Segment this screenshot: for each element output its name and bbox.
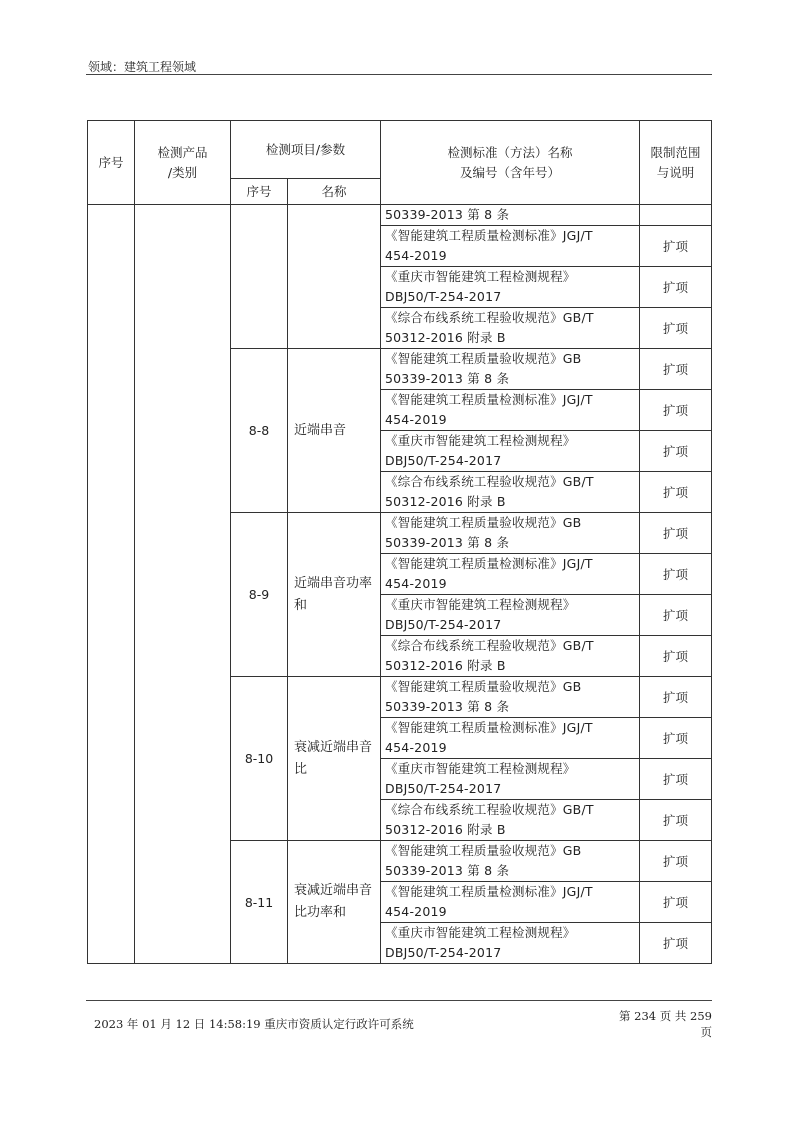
limit-cell: 扩项 [640,308,712,349]
standard-cell: 《智能建筑工程质量验收规范》GB 50339-2013 第 8 条 [381,841,640,882]
col-header-item: 检测项目/参数 [231,121,381,179]
item-name-cell: 近端串音功率和 [288,513,381,677]
limit-cell: 扩项 [640,759,712,800]
footer-divider [86,1000,712,1001]
limit-cell: 扩项 [640,636,712,677]
standard-cell: 《综合布线系统工程验收规范》GB/T 50312-2016 附录 B [381,636,640,677]
limit-cell: 扩项 [640,513,712,554]
limit-cell: 扩项 [640,677,712,718]
standard-cell: 《智能建筑工程质量验收规范》GB 50339-2013 第 8 条 [381,677,640,718]
standard-cell: 50339-2013 第 8 条 [381,205,640,226]
header-divider [86,74,712,75]
standard-cell: 《综合布线系统工程验收规范》GB/T 50312-2016 附录 B [381,472,640,513]
limit-cell: 扩项 [640,800,712,841]
limit-cell: 扩项 [640,718,712,759]
standard-cell: 《智能建筑工程质量检测标准》JGJ/T 454-2019 [381,390,640,431]
item-name-cell: 衰减近端串音比功率和 [288,841,381,964]
standard-cell: 《重庆市智能建筑工程检测规程》 DBJ50/T-254-2017 [381,431,640,472]
item-number-cell [231,205,288,349]
limit-cell: 扩项 [640,554,712,595]
limit-cell [640,205,712,226]
standard-cell: 《智能建筑工程质量验收规范》GB 50339-2013 第 8 条 [381,349,640,390]
limit-cell: 扩项 [640,841,712,882]
table-row [88,205,712,226]
standard-cell: 《综合布线系统工程验收规范》GB/T 50312-2016 附录 B [381,308,640,349]
limit-cell: 扩项 [640,431,712,472]
item-name-cell: 衰减近端串音比 [288,677,381,841]
limit-cell: 扩项 [640,226,712,267]
item-number-cell: 8-10 [231,677,288,841]
col-header-sub-name: 名称 [288,179,381,205]
standard-cell: 《重庆市智能建筑工程检测规程》 DBJ50/T-254-2017 [381,595,640,636]
col-header-standard: 检测标准（方法）名称 及编号（含年号） [381,121,640,205]
standard-cell: 《综合布线系统工程验收规范》GB/T 50312-2016 附录 B [381,800,640,841]
item-number-cell: 8-9 [231,513,288,677]
standard-cell: 《智能建筑工程质量验收规范》GB 50339-2013 第 8 条 [381,513,640,554]
standard-cell: 《重庆市智能建筑工程检测规程》 DBJ50/T-254-2017 [381,267,640,308]
limit-cell: 扩项 [640,390,712,431]
item-number-cell: 8-8 [231,349,288,513]
standard-cell: 《智能建筑工程质量检测标准》JGJ/T 454-2019 [381,554,640,595]
col-header-limit: 限制范围 与说明 [640,121,712,205]
limit-cell: 扩项 [640,882,712,923]
limit-cell: 扩项 [640,472,712,513]
standard-cell: 《智能建筑工程质量检测标准》JGJ/T 454-2019 [381,882,640,923]
standard-cell: 《智能建筑工程质量检测标准》JGJ/T 454-2019 [381,718,640,759]
item-number-cell: 8-11 [231,841,288,964]
col-header-product: 检测产品 /类别 [135,121,231,205]
col-header-seq: 序号 [88,121,135,205]
header-domain: 领域：建筑工程领域 [88,60,197,74]
footer-page-number: 第 234 页 共 259 页 [618,1009,712,1039]
standard-cell: 《重庆市智能建筑工程检测规程》 DBJ50/T-254-2017 [381,759,640,800]
footer-timestamp: 2023 年 01 月 12 日 14:58:19 重庆市资质认定行政许可系统 [94,1017,414,1031]
limit-cell: 扩项 [640,267,712,308]
limit-cell: 扩项 [640,923,712,964]
seq-cell [88,205,135,964]
limit-cell: 扩项 [640,595,712,636]
standard-cell: 《智能建筑工程质量检测标准》JGJ/T 454-2019 [381,226,640,267]
limit-cell: 扩项 [640,349,712,390]
item-name-cell [288,205,381,349]
inspection-table [87,120,712,964]
product-cell [135,205,231,964]
standard-cell: 《重庆市智能建筑工程检测规程》 DBJ50/T-254-2017 [381,923,640,964]
item-name-cell: 近端串音 [288,349,381,513]
col-header-sub-seq: 序号 [231,179,288,205]
